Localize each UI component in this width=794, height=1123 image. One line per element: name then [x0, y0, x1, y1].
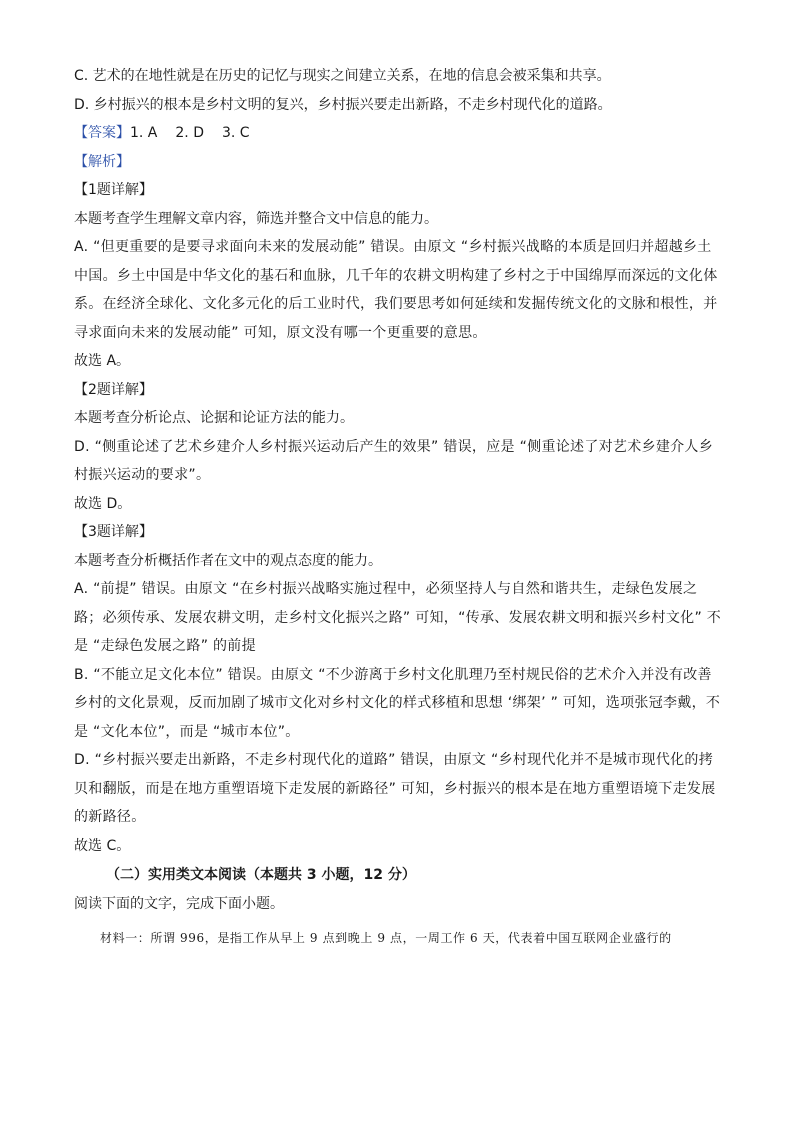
q1-explanation: A. “但更重要的是要寻求面向未来的发展动能” 错误。由原文 “乡村振兴战略的本质是回归并超越乡土中国。乡土中国是中华文化的基石和血脉，几千年的农耕文明构建了乡村之于中国绵厚而深远的文化体系。在经济全球化、文化多元化的后工业时代，我们要思考如何延续和发掘传统文化的文脉和根性，并寻求面向未来的发展动能” 可知，原文没有哪一个更重要的意思。 [74, 239, 718, 341]
q3-option-b-explanation: B. “不能立足文化本位” 错误。由原文 “不少游离于乡村文化肌理乃至村规民俗的艺术介入并没有改善乡村的文化景观，反而加剧了城市文化对乡村文化的样式移植和思想 ‘绑架’ ” 可知，选项张冠李戴，不是 “文化本位”，而是 “城市本位”。 [74, 666, 721, 740]
material-one-text: 材料一：所谓 996，是指工作从早上 9 点到晚上 9 点，一周工作 6 天，代表着中国互联网企业盛行的 [100, 930, 672, 945]
q1-intro: 本题考查学生理解文章内容，筛选并整合文中信息的能力。 [74, 210, 438, 227]
q3-intro: 本题考查分析概括作者在文中的观点态度的能力。 [74, 552, 382, 569]
q3-conclusion: 故选 C。 [74, 837, 131, 854]
q2-header: 【2题详解】 [74, 381, 153, 398]
answer-line [74, 119, 724, 148]
q3-option-d-explanation: D. “乡村振兴要走出新路，不走乡村现代化的道路” 错误，由原文 “乡村现代化并不是城市现代化的拷贝和翻版，而是在地方重塑语境下走发展的新路径” 可知，乡村振兴的根本是在地方重塑语境下走发展的新路径。 [74, 752, 716, 825]
analysis-tag: 【解析】 [74, 153, 130, 170]
answer-item-2: 2. D [175, 125, 204, 141]
q3-header: 【3题详解】 [74, 524, 153, 540]
q1-conclusion: 故选 A。 [74, 353, 131, 369]
q1-header: 【1题详解】 [74, 182, 153, 198]
q2-intro: 本题考查分析论点、论据和论证方法的能力。 [74, 410, 354, 426]
section-title: （二）实用类文本阅读（本题共 3 小题，12 分） [106, 867, 416, 883]
q3-option-a-explanation: A. “前提” 错误。由原文 “在乡村振兴战略实施过程中，必须坚持人与自然和谐共生，走绿色发展之路；必须传承、发展农耕文明，走乡村文化振兴之路” 可知，“传承、发展农耕文明和振兴乡村文化” 不是 “走绿色发展之路” 的前提 [74, 581, 722, 654]
option-d: D. 乡村振兴的根本是乡村文明的复兴，乡村振兴要走出新路，不走乡村现代化的道路。 [74, 96, 612, 113]
q2-conclusion: 故选 D。 [74, 495, 132, 512]
answer-tag: 【答案】 [74, 125, 130, 141]
option-c: C. 艺术的在地性就是在历史的记忆与现实之间建立关系，在地的信息会被采集和共享。 [74, 68, 611, 84]
section-instruction: 阅读下面的文字，完成下面小题。 [74, 896, 284, 912]
q2-explanation: D. “侧重论述了艺术乡建介人乡村振兴运动后产生的效果” 错误，应是 “侧重论述了对艺术乡建介人乡村振兴运动的要求”。 [74, 438, 714, 483]
answer-item-1: 1. A [130, 125, 158, 141]
answer-item-3: 3. C [221, 125, 250, 141]
answer-analysis-section [74, 62, 724, 951]
